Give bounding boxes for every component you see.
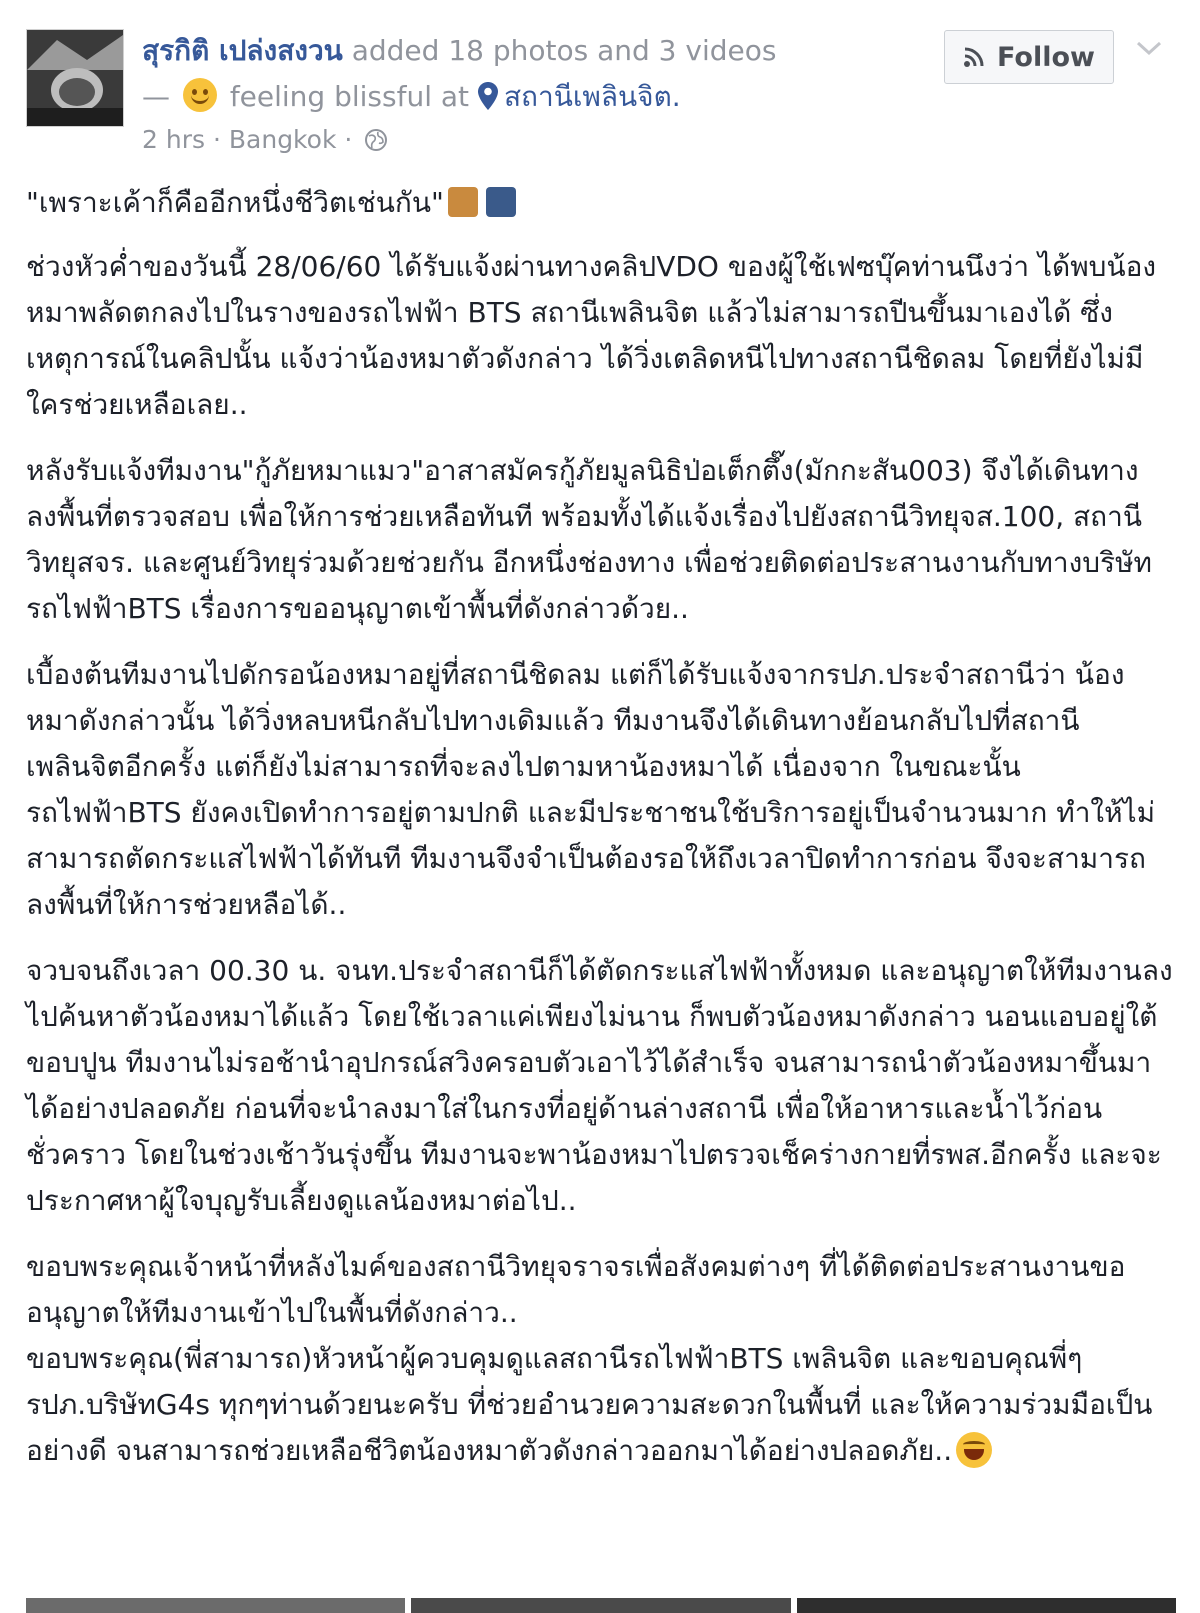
avatar[interactable] xyxy=(26,29,124,127)
map-pin-icon xyxy=(478,82,498,110)
feeling-text: feeling blissful at xyxy=(229,80,470,113)
train-emoji-icon xyxy=(486,187,516,217)
photo-thumbnail[interactable] xyxy=(797,1598,1176,1613)
post-headline xyxy=(142,28,776,74)
dash: — xyxy=(142,80,170,113)
laughing-emoji-icon xyxy=(956,1432,992,1468)
feeling-line xyxy=(142,74,681,120)
meta-separator: · xyxy=(212,125,221,154)
post-meta xyxy=(142,120,388,160)
author-name[interactable]: สุรกิติ เปล่งสงวน xyxy=(142,34,343,67)
post-paragraph: จวบจนถึงเวลา 00.30 น. จนท.ประจำสถานีก็ได้ตัดกระแสไฟฟ้าทั้งหมด และอนุญาตให้ทีมงานลงไปค้นหาตัวน้องหมาได้แล้ว โดยใช้เวลาแค่เพียงไม่นาน ก็พบตัวน้องหมาดังกล่าว นอนแอบอยู่ใต้ขอบปูน ทีมงานไม่รอช้านำอุปกรณ์สวิงครอบตัวเอาไว้ได้สำเร็จ จนสามารถนำตัวน้องหมาขึ้นมาได้อย่างปลอดภัย ก่อนที่จะนำลงมาใส่ในกรงที่อยู่ด้านล่างสถานี เพื่อให้อาหารและน้ำไว้ก่อนชั่วคราว โดยในช่วงเช้าวันรุ่งขึ้น ทีมงานจะพาน้องหมาไปตรวจเช็คร่างกายที่รพส.อีกครั้ง และจะประกาศหาผู้ใจบุญรับเลี้ยงดูแลน้องหมาต่อไป.. xyxy=(26,954,1173,1217)
photo-thumbnail[interactable] xyxy=(26,1598,405,1613)
post-quote xyxy=(26,180,1176,226)
post-header xyxy=(0,0,1200,170)
dog-emoji-icon xyxy=(448,187,478,217)
rss-icon xyxy=(963,46,985,68)
chevron-down-icon[interactable] xyxy=(1134,36,1164,60)
paragraph-text: ขอบพระคุณ(พี่สามารถ)หัวหน้าผู้ควบคุมดูแลสถานีรถไฟฟ้าBTS เพลินจิต และขอบคุณพี่ๆรปภ.บริษัทG4s ทุกๆท่านด้วยนะครับ ที่ช่วยอำนวยความสะดวกในพื้นที่ และให้ความร่วมมือเป็นอย่างดี จนสามารถช่วยเหลือชีวิตน้องหมาตัวดังกล่าวออกมาได้อย่างปลอดภัย.. xyxy=(26,1342,1153,1467)
photo-thumbnail[interactable] xyxy=(411,1598,790,1613)
follow-label: Follow xyxy=(997,41,1095,73)
meta-separator: · xyxy=(344,125,353,154)
timestamp[interactable]: 2 hrs xyxy=(142,125,206,154)
quote-text: "เพราะเค้าก็คืออีกหนึ่งชีวิตเช่นกัน" xyxy=(26,186,444,219)
photo-strip[interactable] xyxy=(26,1598,1176,1613)
place-link[interactable]: สถานีเพลินจิต. xyxy=(503,80,681,113)
post-paragraph: เบื้องต้นทีมงานไปดักรอน้องหมาอยู่ที่สถานีชิดลม แต่ก็ได้รับแจ้งจากรปภ.ประจำสถานีว่า น้องหมาดังกล่าวนั้น ได้วิ่งหลบหนีกลับไปทางเดิมแล้ว ทีมงานจึงได้เดินทางย้อนกลับไปที่สถานีเพลินจิตอีกครั้ง แต่ก็ยังไม่สามารถที่จะลงไปตามหาน้องหมาได้ เนื่องจาก ในขณะนั้นรถไฟฟ้าBTS ยังคงเปิดทำการอยู่ตามปกติ และมีประชาชนใช้บริการอยู่เป็นจำนวนมาก ทำให้ไม่สามารถตัดกระแสไฟฟ้าได้ทันที ทีมงานจึงจำเป็นต้องรอให้ถึงเวลาปิดทำการก่อน จึงจะสามารถลงพื้นที่ให้การช่วยหลือได้.. xyxy=(26,658,1156,921)
post-body xyxy=(26,180,1176,1474)
post-paragraph: หลังรับแจ้งทีมงาน"กู้ภัยหมาแมว"อาสาสมัครกู้ภัยมูลนิธิป่อเต็กตึ๊ง(มักกะสัน003) จึงได้เดินทางลงพื้นที่ตรวจสอบ เพื่อให้การช่วยเหลือทันที พร้อมทั้งได้แจ้งเรื่องไปยังสถานีวิทยุจส.100, สถานีวิทยุสจร. และศูนย์วิทยุร่วมด้วยช่วยกัน อีกหนึ่งช่องทาง เพื่อช่วยติดต่อประสานงานกับทางบริษัทรถไฟฟ้าBTS เรื่องการขออนุญาตเข้าพื้นที่ดังกล่าวด้วย.. xyxy=(26,454,1153,625)
post-action: added 18 photos and 3 videos xyxy=(351,34,777,67)
post-paragraph: ช่วงหัวค่ำของวันนี้ 28/06/60 ได้รับแจ้งผ่านทางคลิปVDO ของผู้ใช้เฟซบุ๊คท่านนึงว่า ได้พบน้องหมาพลัดตกลงไปในรางของรถไฟฟ้า BTS สถานีเพลินจิต แล้วไม่สามารถปีนขึ้นมาเองได้ ซึ่งเหตุการณ์ในคลิปนั้น แจ้งว่าน้องหมาตัวดังกล่าว ได้วิ่งเตลิดหนีไปทางสถานีชิดลม โดยที่ยังไม่มีใครช่วยเหลือเลย.. xyxy=(26,250,1157,421)
smile-emoji-icon xyxy=(183,78,217,112)
paragraph-text: ขอบพระคุณเจ้าหน้าที่หลังไมค์ของสถานีวิทยุจราจรเพื่อสังคมต่างๆ ที่ได้ติดต่อประสานงานขออนุญาตให้ทีมงานเข้าไปในพื้นที่ดังกล่าว.. xyxy=(26,1250,1126,1329)
follow-button[interactable] xyxy=(944,30,1114,84)
globe-icon[interactable] xyxy=(364,128,388,152)
location-link[interactable]: Bangkok xyxy=(228,125,337,154)
post-paragraph xyxy=(26,1244,1176,1474)
